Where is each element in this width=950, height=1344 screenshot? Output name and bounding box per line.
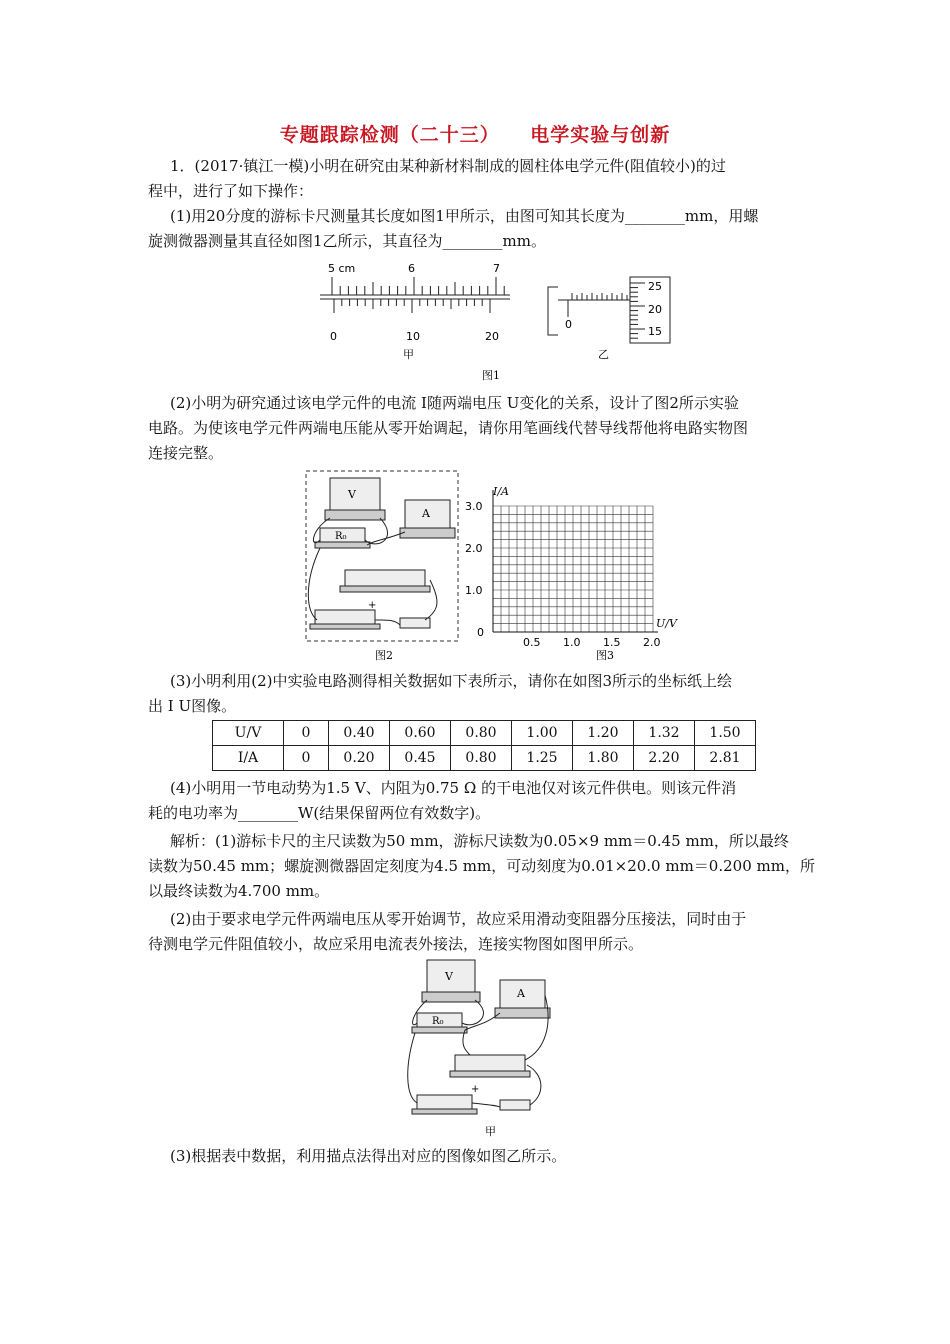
table-cell: 2.81 <box>695 746 756 771</box>
solution-1-c: 以最终读数为4.700 mm。 <box>148 882 330 900</box>
micro-label-20: 20 <box>648 303 662 316</box>
fig3-y-axis-label: I/A <box>493 485 509 498</box>
vernier-label-0: 0 <box>330 330 337 343</box>
vernier-label-20: 20 <box>485 330 499 343</box>
table-cell: 0.20 <box>329 746 390 771</box>
table-cell: 0.40 <box>329 721 390 746</box>
solution-1-b: 读数为50.45 mm；螺旋测微器固定刻度为4.5 mm，可动刻度为0.01×20.0 mm＝0.200 mm，所 <box>148 857 815 875</box>
label-yi: 乙 <box>598 348 609 361</box>
battery <box>417 1095 472 1109</box>
solution-2-b: 待测电学元件阻值较小，故应采用电流表外接法，连接实物图如图甲所示。 <box>148 935 644 953</box>
table-cell: 1.80 <box>573 746 634 771</box>
table-cell: 0 <box>284 721 329 746</box>
fig3-x-tick-label: 0.5 <box>523 636 541 649</box>
solution-2-a: (2)由于要求电学元件两端电压从零开始调节，故应采用滑动变阻器分压接法，同时由于 <box>170 910 747 928</box>
jia-ammeter-label: A <box>517 987 525 1000</box>
q1-part4-b: 耗的电功率为________W(结果保留两位有效数字)。 <box>148 804 491 822</box>
fig3-x-axis-label: U/V <box>656 617 677 630</box>
q1-part1-a: (1)用20分度的游标卡尺测量其长度如图1甲所示，由图可知其长度为________mm，用螺 <box>170 207 759 225</box>
q1-text-2: 程中，进行了如下操作： <box>148 182 314 200</box>
figure-jia <box>405 955 555 1140</box>
figure-3 <box>463 480 688 665</box>
fig3-x-tick-label: 2.0 <box>643 636 661 649</box>
q1-part1-b: 旋测微器测量其直径如图1乙所示，其直径为________mm。 <box>148 232 546 250</box>
jia-voltmeter-label: V <box>445 970 453 983</box>
fig3-y-tick-label: 3.0 <box>465 500 483 513</box>
table-cell: 0.80 <box>451 721 512 746</box>
table-cell: 1.32 <box>634 721 695 746</box>
vernier-label-10: 10 <box>406 330 420 343</box>
solution-1-a: 解析：(1)游标卡尺的主尺读数为50 mm，游标尺读数为0.05×9 mm＝0.45 mm，所以最终 <box>170 832 789 850</box>
data-table <box>212 720 756 771</box>
table-head-u: U/V <box>213 721 284 746</box>
q1-text-1: 1．(2017·镇江一模)小明在研究由某种新材料制成的圆柱体电学元件(阻值较小)的过 <box>170 157 726 175</box>
q1-part3-b: 出 I U图像。 <box>148 697 237 715</box>
table-cell: 1.00 <box>512 721 573 746</box>
table-cell: 1.25 <box>512 746 573 771</box>
figure-2 <box>305 470 465 665</box>
fig3-y-tick-label: 0 <box>477 626 484 639</box>
q1-part3-a: (3)小明利用(2)中实验电路测得相关数据如下表所示，请你在如图3所示的坐标纸上绘 <box>170 672 733 690</box>
rheostat <box>345 570 425 586</box>
main-scale-label-5cm: 5 cm <box>328 262 356 275</box>
main-scale-label-6: 6 <box>408 262 415 275</box>
switch <box>500 1100 530 1110</box>
solution-3: (3)根据表中数据，利用描点法得出对应的图像如图乙所示。 <box>170 1147 567 1165</box>
fig2-voltmeter-label: V <box>348 488 356 501</box>
table-cell: 2.20 <box>634 746 695 771</box>
main-scale-label-7: 7 <box>493 262 500 275</box>
battery <box>315 610 375 624</box>
q1-part4-a: (4)小明用一节电动势为1.5 V、内阻为0.75 Ω 的干电池仅对该元件供电。则该元件消 <box>170 779 737 797</box>
micro-zero-label: 0 <box>565 318 572 331</box>
table-row <box>213 746 756 771</box>
figure-jia-caption: 甲 <box>485 1125 496 1138</box>
figure-1-caption: 图1 <box>482 369 500 382</box>
figure-3-caption: 图3 <box>596 649 614 662</box>
fig3-x-tick-label: 1.0 <box>563 636 581 649</box>
figure-2-caption: 图2 <box>375 649 393 662</box>
table-cell: 1.20 <box>573 721 634 746</box>
fig3-y-tick-label: 2.0 <box>465 542 483 555</box>
table-cell: 0.60 <box>390 721 451 746</box>
fig2-r0-label: R₀ <box>335 531 347 542</box>
vernier-caliper <box>320 277 510 313</box>
fig3-y-tick-label: 1.0 <box>465 584 483 597</box>
label-jia: 甲 <box>403 348 414 361</box>
table-row <box>213 721 756 746</box>
q1-part2-a: (2)小明为研究通过该电学元件的电流 I随两端电压 U变化的关系，设计了图2所示实验 <box>170 394 739 412</box>
page-title: 专题跟踪检测（二十三） 电学实验与创新 <box>279 124 671 146</box>
q1-part2-c: 连接完整。 <box>148 444 224 462</box>
table-cell: 0.80 <box>451 746 512 771</box>
q1-part2-b: 电路。为使该电学元件两端电压能从零开始调起，请你用笔画线代替导线帮他将电路实物图 <box>148 419 749 437</box>
micro-label-15: 15 <box>648 325 662 338</box>
fig2-plus-label: + <box>368 600 377 611</box>
table-cell: 0 <box>284 746 329 771</box>
micro-label-25: 25 <box>648 280 662 293</box>
jia-plus-label: + <box>471 1084 480 1095</box>
table-cell: 0.45 <box>390 746 451 771</box>
fig2-ammeter-label: A <box>422 507 430 520</box>
jia-r0-label: R₀ <box>432 1016 444 1027</box>
rheostat <box>455 1055 525 1071</box>
fig3-x-tick-label: 1.5 <box>603 636 621 649</box>
table-cell: 1.50 <box>695 721 756 746</box>
table-head-i: I/A <box>213 746 284 771</box>
figure-1 <box>300 255 700 385</box>
